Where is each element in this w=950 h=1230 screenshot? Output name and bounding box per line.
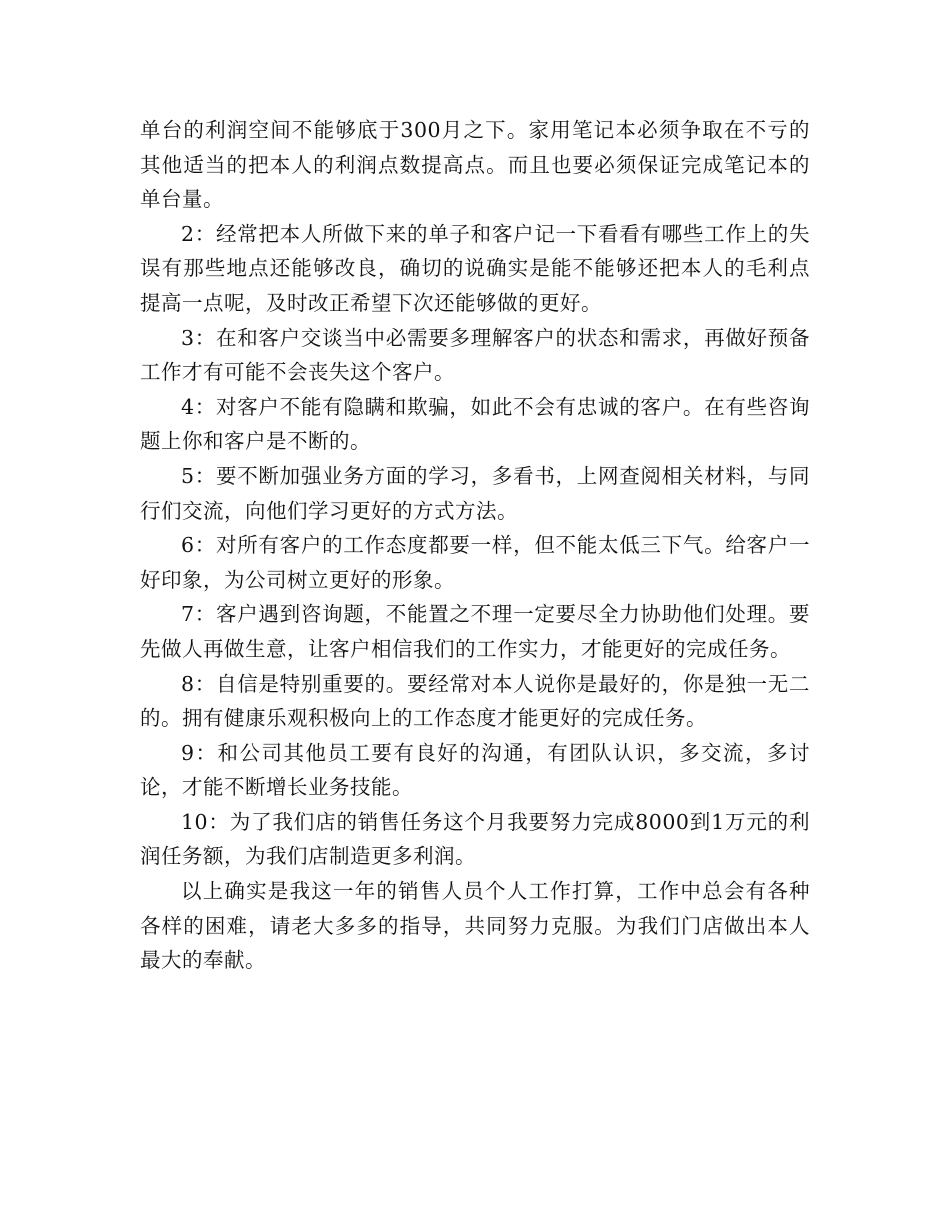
paragraph-5: 5：要不断加强业务方面的学习，多看书，上网查阅相关材料，与同行们交流，向他们学习更好的方式方法。 <box>140 463 810 523</box>
paragraph-6: 6：对所有客户的工作态度都要一样，但不能太低三下气。给客户一好印象，为公司树立更好的形象。 <box>140 533 810 592</box>
paragraph-7: 7：客户遇到咨询题，不能置之不理一定要尽全力协助他们处理。要先做人再做生意，让客户相信我们的工作实力，才能更好的完成任务。 <box>140 602 810 661</box>
paragraph-1: 单台的利润空间不能够底于300月之下。家用笔记本必须争取在不亏的其他适当的把本人的利润点数提高点。而且也要必须保证完成笔记本的单台量。 <box>140 118 810 212</box>
paragraph-10: 10：为了我们店的销售任务这个月我要努力完成8000到1万元的利润任务额，为我们店制造更多利润。 <box>140 809 810 869</box>
paragraph-2: 2：经常把本人所做下来的单子和客户记一下看看有哪些工作上的失误有那些地点还能够改良，确切的说确实是能不能够还把本人的毛利点提高一点呢，及时改正希望下次还能够做的更好。 <box>140 221 810 315</box>
document-body <box>140 113 810 978</box>
paragraph-9: 9：和公司其他员工要有良好的沟通，有团队认识，多交流，多讨论，才能不断增长业务技能。 <box>140 740 810 800</box>
paragraph-4: 4：对客户不能有隐瞒和欺骗，如此不会有忠诚的客户。在有些咨询题上你和客户是不断的。 <box>140 394 810 454</box>
paragraph-8: 8：自信是特别重要的。要经常对本人说你是最好的，你是独一无二的。拥有健康乐观积极向上的工作态度才能更好的完成任务。 <box>140 671 810 731</box>
paragraph-3: 3：在和客户交谈当中必需要多理解客户的状态和需求，再做好预备工作才有可能不会丧失这个客户。 <box>140 325 810 385</box>
paragraph-11: 以上确实是我这一年的销售人员个人工作打算，工作中总会有各种各样的困难，请老大多多的指导，共同努力克服。为我们门店做出本人最大的奉献。 <box>140 879 810 973</box>
